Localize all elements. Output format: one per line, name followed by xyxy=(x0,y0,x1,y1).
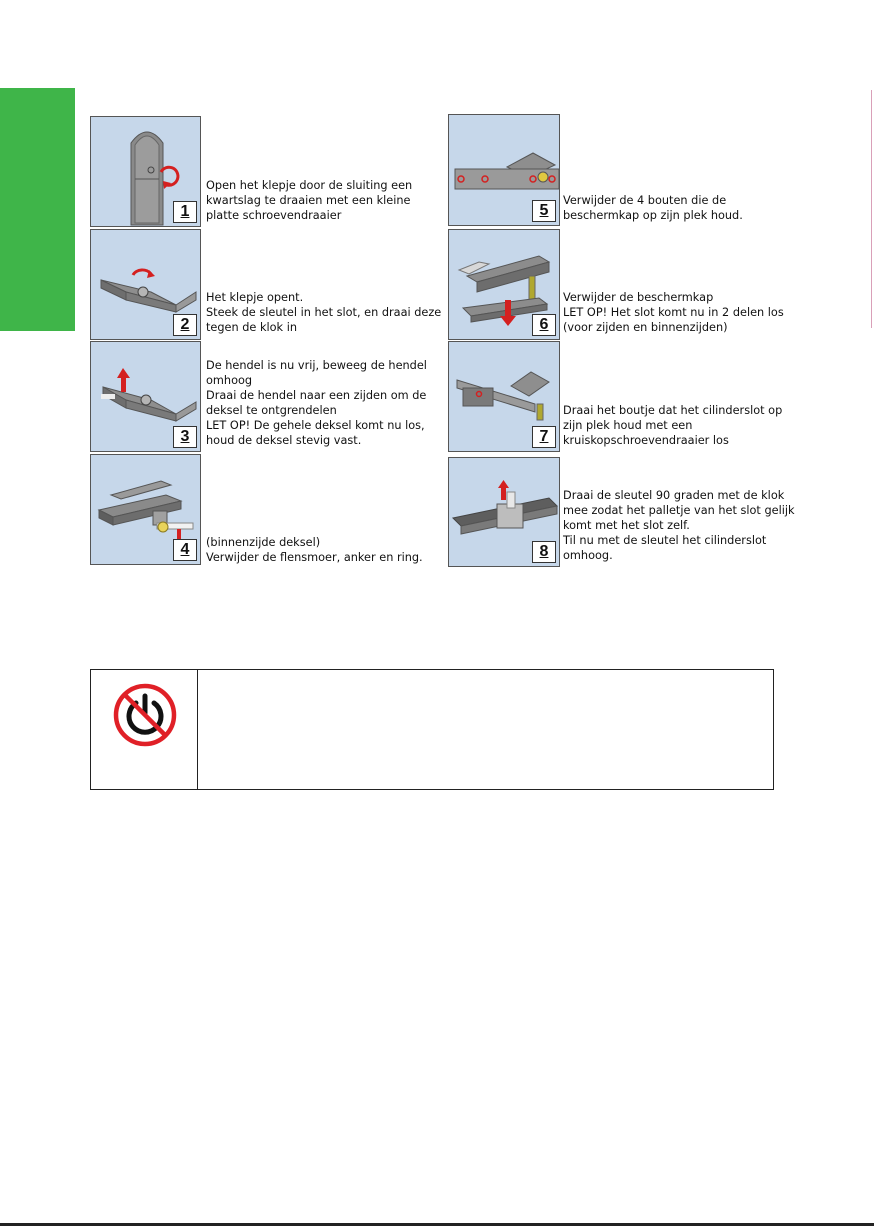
step-number: 8 xyxy=(532,541,556,563)
step-8-illustration xyxy=(448,457,560,567)
step-number: 6 xyxy=(532,314,556,336)
step-5-illustration xyxy=(448,114,560,226)
step-number: 5 xyxy=(532,200,556,222)
step-3-text: De hendel is nu vrij, beweeg de hendel omhoog Draai de hendel naar een zijden om de deksel te ontgrendelen LET OP! De gehele deksel komt nu los, houd de deksel stevig vast. xyxy=(206,359,427,447)
step-8-text: Draai de sleutel 90 graden met de klok mee zodat het palletje van het slot gelijk komt met het slot zelf. Til nu met de sleutel het cilinderslot omhoog. xyxy=(563,489,795,562)
step-4-illustration xyxy=(90,454,201,565)
step-6-illustration xyxy=(448,229,560,340)
step-1-text: Open het klepje door de sluiting een kwartslag te draaien met een kleine platte schroevendraaier xyxy=(206,179,413,222)
warning-divider xyxy=(197,670,198,789)
step-2-text: Het klepje opent. Steek de sleutel in het slot, en draai deze tegen de klok in xyxy=(206,291,442,334)
step-7-illustration xyxy=(448,341,560,452)
step-4-text: (binnenzijde deksel) Verwijder de flensmoer, anker en ring. xyxy=(206,536,423,564)
section-tab xyxy=(0,88,75,331)
no-power-icon xyxy=(113,683,177,751)
step-number: 3 xyxy=(173,426,197,448)
step-number: 4 xyxy=(173,539,197,561)
step-6-text: Verwijder de beschermkap LET OP! Het slot komt nu in 2 delen los (voor zijden en binnenzijden) xyxy=(563,291,784,334)
step-5-text: Verwijder de 4 bouten die de beschermkap op zijn plek houd. xyxy=(563,194,743,222)
step-number: 2 xyxy=(173,314,197,336)
step-7-text: Draai het boutje dat het cilinderslot op zijn plek houd met een kruiskopschroevendraaier los xyxy=(563,404,783,447)
step-number: 7 xyxy=(532,426,556,448)
step-3-illustration xyxy=(90,341,201,452)
margin-line xyxy=(871,90,872,328)
step-2-illustration xyxy=(90,229,201,340)
step-1-illustration xyxy=(90,116,201,227)
warning-box xyxy=(90,669,774,790)
step-number: 1 xyxy=(173,201,197,223)
